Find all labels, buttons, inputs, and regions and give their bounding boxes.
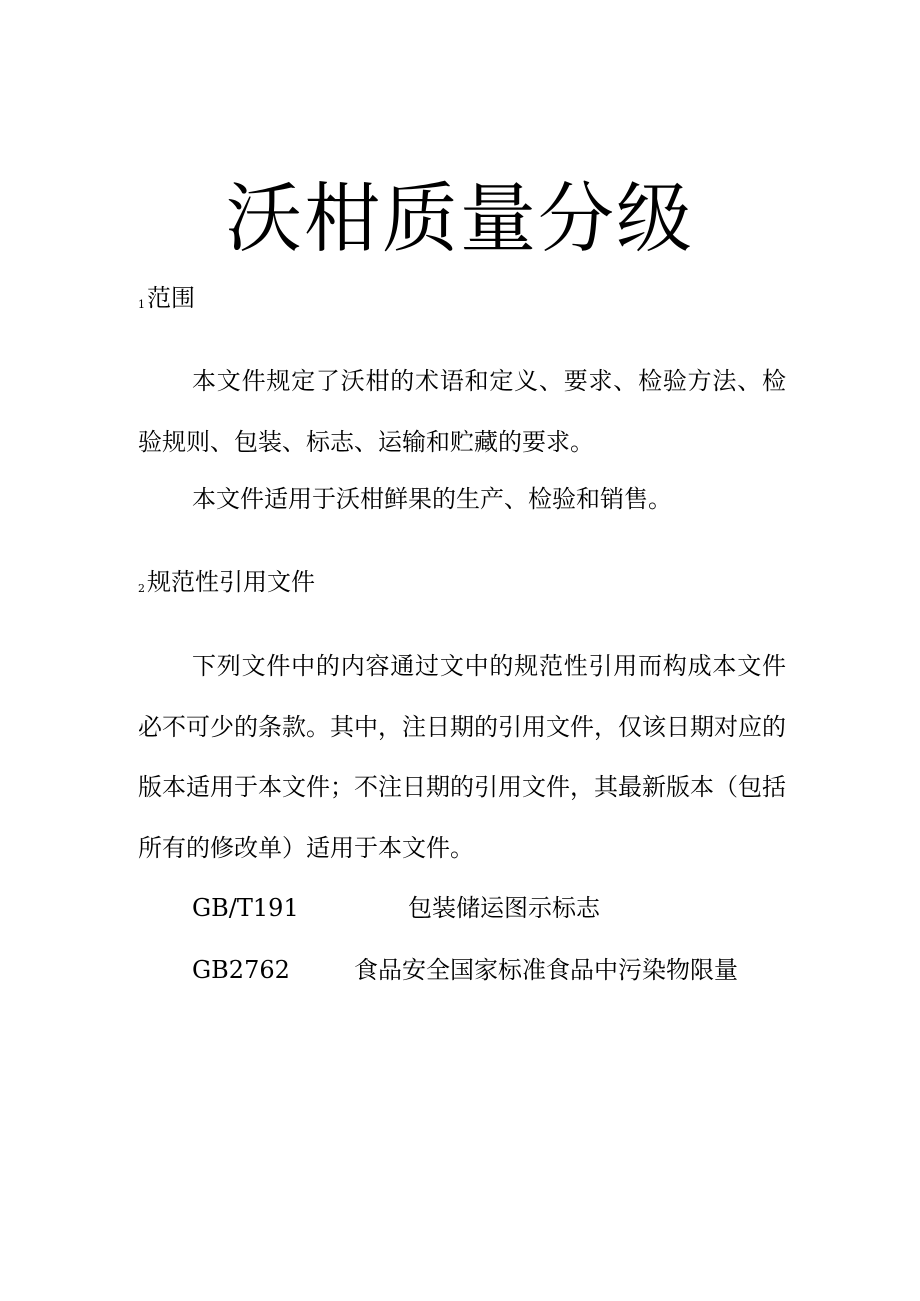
section-heading-normative-references	[138, 565, 315, 606]
section-heading-scope	[138, 281, 195, 322]
paragraph-scope-definition: 本文件规定了沃柑的术语和定义、要求、检验方法、检验规则、包装、标志、运输和贮藏的要求。	[138, 367, 786, 456]
section-title: 规范性引用文件	[147, 568, 315, 596]
paragraph-normative-references: 下列文件中的内容通过文中的规范性引用而构成本文件必不可少的条款。其中，注日期的引用文件，仅该日期对应的版本适用于本文件；不注日期的引用文件，其最新版本（包括所有的修改单）适用于本文件。	[138, 652, 786, 862]
section-number: 1	[138, 298, 145, 311]
reference-code: GB/T191	[192, 894, 299, 922]
paragraph-scope-applicability: 本文件适用于沃柑鲜果的生产、检验和销售。	[192, 485, 672, 513]
page-title: 沃柑质量分级	[226, 173, 694, 263]
reference-title: 食品安全国家标准食品中污染物限量	[354, 956, 738, 984]
section-number: 2	[138, 582, 145, 595]
reference-code: GB2762	[192, 956, 290, 984]
section-title: 范围	[147, 284, 195, 312]
reference-title: 包装储运图示标志	[408, 894, 600, 922]
